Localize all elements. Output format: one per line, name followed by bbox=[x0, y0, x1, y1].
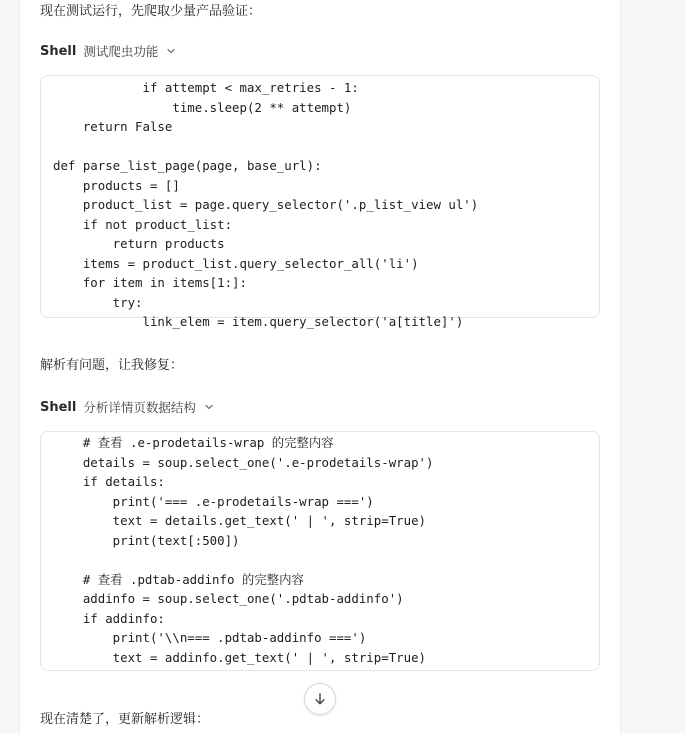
code-line: if attempt < max_retries - 1: bbox=[53, 80, 359, 95]
tool-type-label: Shell bbox=[40, 399, 77, 415]
arrow-down-icon bbox=[312, 691, 328, 707]
code-block-test-crawler[interactable] bbox=[40, 75, 600, 329]
code-line: # 查看 .e-prodetails-wrap 的完整内容 bbox=[53, 435, 334, 450]
code-line bbox=[53, 137, 599, 157]
code-line: link_elem = item.query_selector('a[title]') bbox=[53, 314, 464, 329]
code-line: return products bbox=[53, 236, 225, 251]
code-line: text = details.get_text(' | ', strip=True) bbox=[53, 513, 426, 528]
assistant-message-fix: 解析有问题，让我修复： bbox=[40, 358, 184, 373]
code-line: # 查看 .pdtab-addinfo 的完整内容 bbox=[53, 571, 304, 587]
scroll-to-bottom-button[interactable] bbox=[304, 683, 336, 715]
tool-call-header-test-crawler[interactable] bbox=[40, 40, 178, 62]
code-line: details = soup.select_one('.e-prodetails-wrap') bbox=[53, 454, 434, 470]
code-line: print('=== .e-prodetails-wrap ===') bbox=[53, 493, 374, 509]
tool-title-label: 测试爬虫功能 bbox=[83, 44, 159, 59]
code-content bbox=[41, 78, 599, 332]
code-line: if addinfo: bbox=[53, 610, 165, 626]
code-line: return False bbox=[53, 119, 173, 134]
code-line: addinfo = soup.select_one('.pdtab-addinfo') bbox=[53, 591, 404, 606]
code-content bbox=[41, 433, 599, 667]
code-line: def parse_list_page(page, base_url): bbox=[53, 158, 322, 173]
code-line: print(text[:500]) bbox=[53, 532, 240, 548]
code-line: text = addinfo.get_text(' | ', strip=True) bbox=[53, 649, 426, 665]
tool-title-label: 分析详情页数据结构 bbox=[83, 400, 196, 415]
code-line: product_list = page.query_selector('.p_list_view ul') bbox=[53, 197, 479, 212]
assistant-message-intro: 现在测试运行，先爬取少量产品验证： bbox=[40, 4, 262, 19]
tool-call-header-analyze-detail[interactable] bbox=[40, 396, 216, 418]
code-line: products = [] bbox=[53, 177, 180, 193]
code-line bbox=[53, 550, 599, 570]
chat-transcript bbox=[19, 0, 621, 733]
chevron-down-icon[interactable] bbox=[202, 400, 216, 414]
chevron-down-icon[interactable] bbox=[164, 44, 178, 58]
tool-type-label: Shell bbox=[40, 43, 77, 59]
code-line: for item in items[1:]: bbox=[53, 275, 247, 290]
code-line: if not product_list: bbox=[53, 216, 233, 232]
code-line: if details: bbox=[53, 474, 165, 489]
assistant-message-update: 现在清楚了，更新解析逻辑： bbox=[40, 712, 210, 727]
code-line: print('\\n=== .pdtab-addinfo ===') bbox=[53, 630, 367, 645]
code-line: try: bbox=[53, 294, 143, 310]
code-line: time.sleep(2 ** attempt) bbox=[53, 99, 352, 115]
code-block-analyze-detail[interactable] bbox=[40, 431, 600, 671]
code-line: items = product_list.query_selector_all('li') bbox=[53, 255, 419, 271]
